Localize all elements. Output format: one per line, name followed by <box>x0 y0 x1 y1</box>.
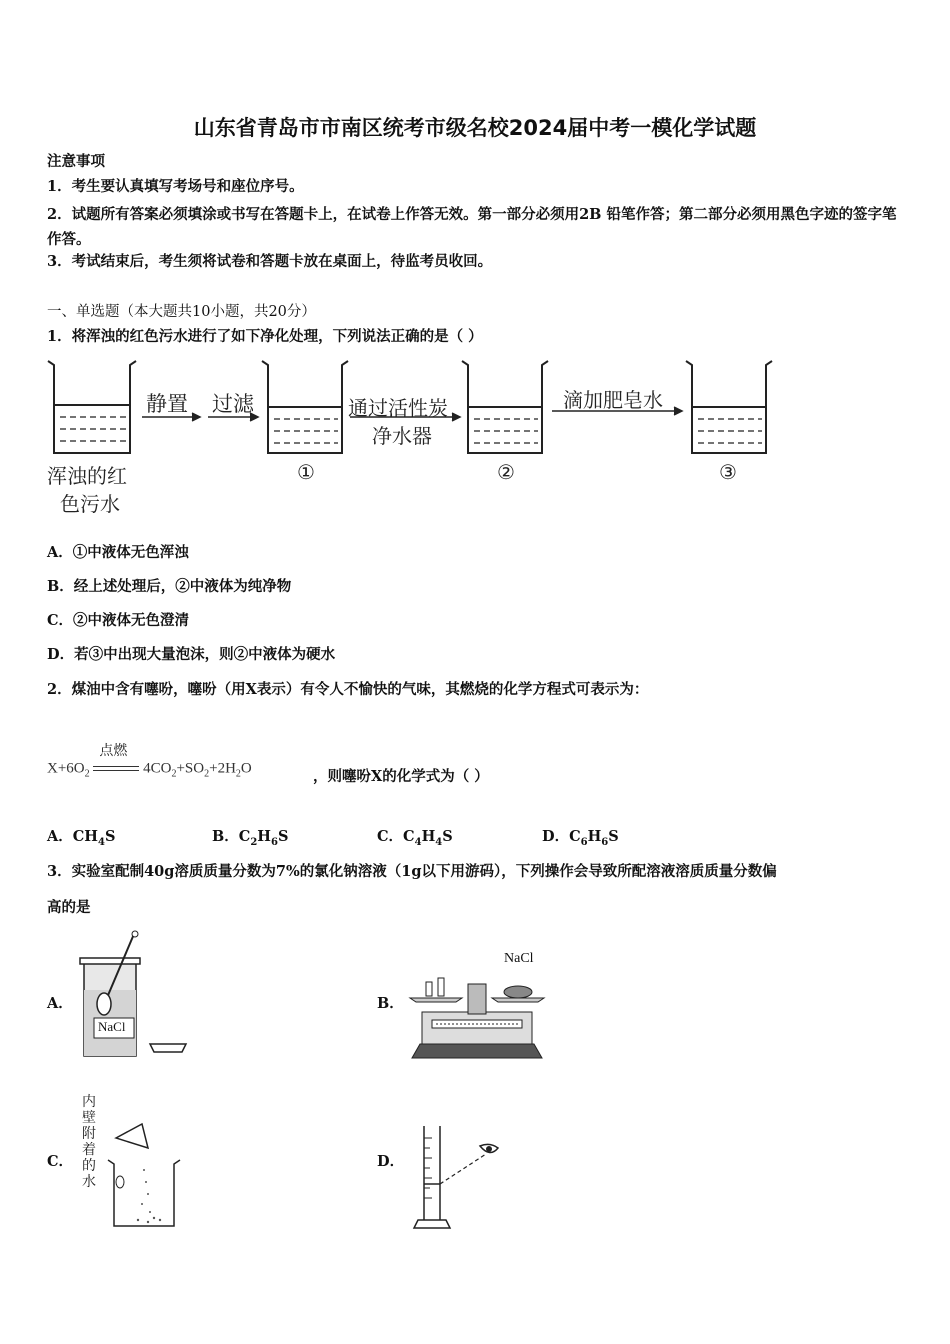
notice-item-3: 3．考试结束后，考生须将试卷和答题卡放在桌面上，待监考员收回。 <box>47 253 493 270</box>
beaker-3 <box>686 361 772 453</box>
notice-heading: 注意事项 <box>47 153 105 170</box>
q3-option-b[interactable]: B． <box>377 995 404 1012</box>
beaker-2 <box>462 361 548 453</box>
q2-option-d[interactable]: D．$C_6H_6S$ <box>542 828 619 848</box>
q2-option-b[interactable]: B．$C_2H_6S$ <box>212 828 289 848</box>
q1-option-d[interactable]: D．若③中出现大量泡沫，则②中液体为硬水 <box>47 646 336 663</box>
step-carbon-line2: 净水器 <box>372 424 432 448</box>
beaker-1 <box>262 361 348 453</box>
beaker-label-2: ② <box>497 460 515 484</box>
wall-water-label: 内 壁 附 着 的 水 <box>82 1094 96 1190</box>
beaker-muddy <box>48 361 136 453</box>
source-label-line2: 色污水 <box>60 492 120 516</box>
q3-option-d[interactable]: D． <box>377 1153 405 1170</box>
reagent-bottle-figure <box>78 930 193 1060</box>
q1-option-b[interactable]: B．经上述处理后，②中液体为纯净物 <box>47 578 292 595</box>
q1-stem: 1．将浑浊的红色污水进行了如下净化处理，下列说法正确的是（ ） <box>47 328 483 345</box>
q2-option-c[interactable]: C．$C_4H_4S$ <box>377 828 453 848</box>
q2-option-a[interactable]: A．$CH_4S$ <box>47 828 116 848</box>
q3-stem-line1: 3．实验室配制40g溶质质量分数为7%的氯化钠溶液（1g以下用游码），下列操作会导致所配溶液溶质质量分数偏 <box>47 863 777 880</box>
q3-option-c[interactable]: C． <box>47 1153 74 1170</box>
q2-suffix: ，则噻吩X的化学式为（ ） <box>313 768 489 785</box>
step-soap: 滴加肥皂水 <box>563 388 663 412</box>
q1-option-a[interactable]: A．①中液体无色浑浊 <box>47 544 189 561</box>
step-filter: 过滤 <box>212 392 254 416</box>
q3-stem-line2: 高的是 <box>47 899 91 916</box>
page-title: 山东省青岛市市南区统考市级名校2024届中考一模化学试题 <box>193 116 757 140</box>
beaker-funnel-figure <box>104 1120 184 1230</box>
beaker-label-3: ③ <box>719 460 737 484</box>
balance-label: NaCl <box>504 951 534 966</box>
bottle-label: NaCl <box>98 1019 126 1034</box>
notice-item-2: 2．试题所有答案必须填涂或书写在答题卡上，在试卷上作答无效。第一部分必须用2B 铅笔作答；第二部分必须用黑色字迹的签字笔作答。 <box>47 206 897 248</box>
q1-option-c[interactable]: C．②中液体无色澄清 <box>47 612 190 629</box>
notice-item-1: 1．考生要认真填写考场号和座位序号。 <box>47 178 304 195</box>
step-settle: 静置 <box>146 392 188 416</box>
cylinder-eye-figure <box>410 1124 510 1232</box>
step-carbon-line1: 通过活性炭 <box>348 396 448 420</box>
beaker-label-1: ① <box>297 460 315 484</box>
q2-equation: $X+6O_2$ 点燃 $4CO_2+SO_2+2H_2O$ <box>47 760 252 779</box>
equation-condition: 点燃 <box>99 743 128 759</box>
balance-figure <box>406 970 548 1060</box>
section-heading: 一、单选题（本大题共10小题，共20分） <box>47 304 316 320</box>
q3-option-a[interactable]: A． <box>47 995 73 1012</box>
q2-stem: 2．煤油中含有噻吩，噻吩（用X表示）有令人不愉快的气味，其燃烧的化学方程式可表示为： <box>47 681 649 698</box>
source-label-line1: 浑浊的红 <box>47 464 127 488</box>
